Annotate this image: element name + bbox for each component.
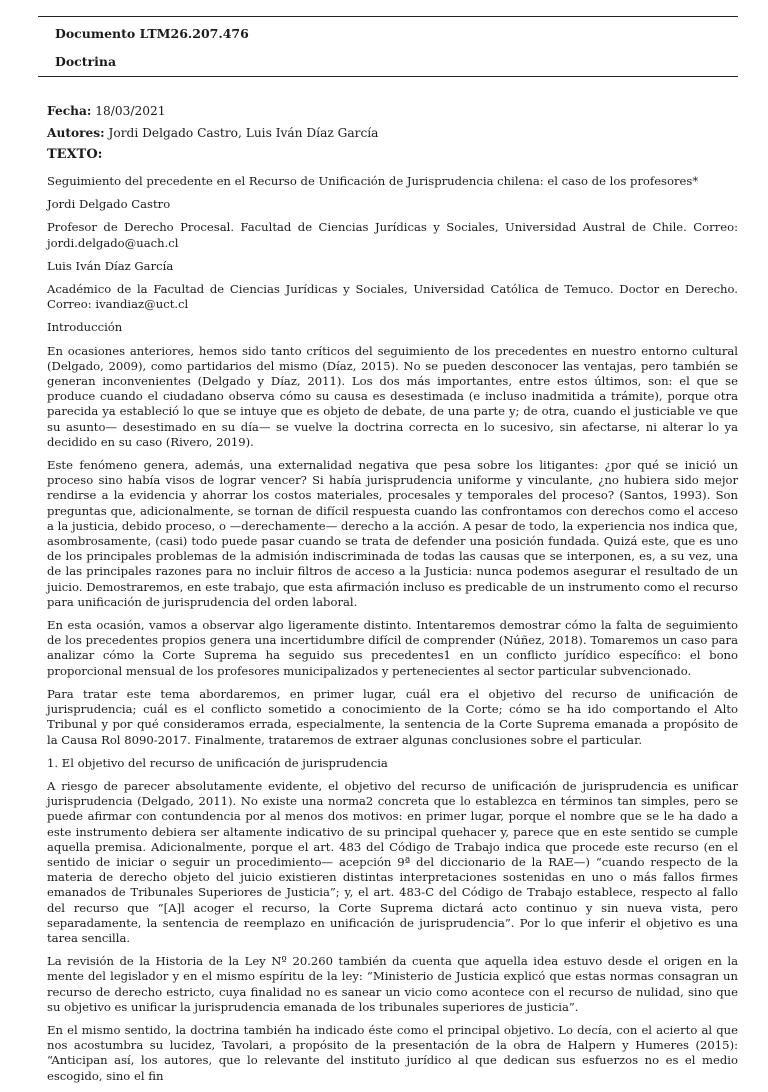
author-name-1: Jordi Delgado Castro <box>47 197 171 212</box>
document-title: Documento LTM26.207.476 <box>55 26 249 41</box>
paragraph: A riesgo de parecer absolutamente evidente, el objetivo del recurso de unificación de jurisprudencia es unificar jurisprudencia (Delgado, 2011). No existe una norma2 concreta que lo establezca en términos tan simples, pero se puede afirmar con contundencia por al menos dos motivos: en primer lugar, porque el nombre que se le ha dado a este instrumento debiera ser altamente indicativo de su principal quehacer y, parece que en este sentido se cumple aquella premisa. Adicionalmente, porque el art. 483 del Código de Trabajo indica que procede este recurso (en el sentido de iniciar o seguir un procedimiento— acepción 9ª del diccionario de la RAE—) “cuando respecto de la materia de derecho objeto del juicio existieren distintas interpretaciones sostenidas en uno o más fallos firmes emanados de Tribunales Superiores de Justicia”; y, el art. 483-C del Código de Trabajo establece, respecto al fallo del recurso que “[A]l acoger el recurso, la Corte Suprema dictará acto continuo y sin nueva vista, pero separadamente, la sentencia de reemplazo en unificación de jurisprudencia”. Por lo que inferir el objetivo es una tarea sencilla. <box>47 778 738 945</box>
fecha-value: 18/03/2021 <box>95 104 166 118</box>
paragraph: Para tratar este tema abordaremos, en primer lugar, cuál era el objetivo del recurso de unificación de jurisprudencia; cuál es el conflicto sometido a conocimiento de la Corte; cómo se ha ido comportando el Alto Tribunal y por qué consideramos errada, especialmente, la sentencia de la Corte Suprema emanada a propósito de la Causa Rol 8090-2017. Finalmente, trataremos de extraer algunas conclusiones sobre el particular. <box>47 686 738 747</box>
paragraph: En ocasiones anteriores, hemos sido tanto críticos del seguimiento de los precedentes en nuestro entorno cultural (Delgado, 2009), como partidarios del mismo (Díaz, 2015). No se pueden desconocer las ventajas, pero también se generan inconvenientes (Delgado y Díaz, 2011). Los dos más importantes, entre estos últimos, son: el que se produce cuando el ciudadano observa cómo su causa es desestimada (e incluso inadmitida a trámite), porque otra parecida ya estableció lo que se intuye que es objeto de debate, de una parte y; de otra, cuando el justiciable ve que su asunto— desestimado en su día— se vuelve la doctrina correcta en lo sucesivo, sin afectarse, ni alterar lo ya decidido en su caso (Rivero, 2019). <box>47 343 738 449</box>
autores-label: Autores: <box>47 126 105 140</box>
paragraph: Este fenómeno genera, además, una externalidad negativa que pesa sobre los litigantes: ¿por qué se inició un proceso sino había visos de lograr vencer? Si había jurisprudencia uniforme y vinculante, ¿no hubiera sido mejor rendirse a la evidencia y ahorrar los costos materiales, procesales y temporales del proceso? (Santos, 1993). Son preguntas que, adicionalmente, se tornan de difícil respuesta cuando las confrontamos con derechos como el acceso a la justicia, debido proceso, o —derechamente— derecho a la acción. A pesar de todo, la experiencia nos indica que, asombrosamente, (casi) todo puede pasar cuando se trata de defender una posición fundada. Quizá este, que es uno de los principales problemas de la admisión indiscriminada de todas las causas que se interponen, es, a su vez, una de las principales razones para no incluir filtros de acceso a la Justicia: nunca podemos asegurar el resultado de un juicio. Demostraremos, en este trabajo, que esta afirmación incluso es predicable de un instrumento como el recurso para unificación de jurisprudencia del orden laboral. <box>47 458 738 609</box>
author-affiliation-1: Profesor de Derecho Procesal. Facultad de Ciencias Jurídicas y Sociales, Universidad Austral de Chile. Correo: jordi.delgado@uach.cl <box>47 220 738 250</box>
article-body <box>47 174 738 1092</box>
autores-row <box>47 122 738 144</box>
autores-value: Jordi Delgado Castro, Luis Iván Díaz García <box>108 126 379 140</box>
paragraph: En esta ocasión, vamos a observar algo ligeramente distinto. Intentaremos demostrar cómo la falta de seguimiento de los precedentes propios genera una incertidumbre difícil de comprender (Núñez, 2018). Tomaremos un caso para analizar cómo la Corte Suprema ha seguido sus precedentes1 en un conflicto jurídico específico: el bono proporcional mensual de los profesores municipalizados y pertenecientes al sector particular subvencionado. <box>47 618 738 678</box>
article-title: Seguimiento del precedente en el Recurso de Unificación de Jurisprudencia chilena: el caso de los profesores* <box>47 174 699 188</box>
paragraph: En el mismo sentido, la doctrina también ha indicado éste como el principal objetivo. Lo decía, con el acierto al que nos acostumbra su lucidez, Tavolari, a propósito de la presentación de la obra de Halpern y Humeres (2015): “Anticipan así, los autores, que lo relevante del instituto jurídico al que dedican sus esfuerzos no es el medio escogido, sino el fin <box>47 1022 738 1083</box>
section-heading-1: 1. El objetivo del recurso de unificación de jurisprudencia <box>47 755 388 770</box>
header-rule <box>38 76 738 77</box>
metadata-block <box>47 100 738 166</box>
top-rule <box>38 16 738 17</box>
paragraph: La revisión de la Historia de la Ley Nº 20.260 también da cuenta que aquella idea estuvo desde el origen en la mente del legislador y en el mismo espíritu de la ley: “Ministerio de Justicia explicó que estas normas consagran un recurso de derecho estricto, cuya finalidad no es sanear un vicio como acontece con el recurso de nulidad, sino que su objetivo es unificar la jurisprudencia emanada de los tribunales superiores de justicia”. <box>47 954 738 1014</box>
fecha-row <box>47 100 738 122</box>
section-label: Doctrina <box>55 54 117 69</box>
texto-label: TEXTO: <box>47 147 103 162</box>
fecha-label: Fecha: <box>47 104 92 118</box>
author-affiliation-2: Académico de la Facultad de Ciencias Jurídicas y Sociales, Universidad Católica de Temuco. Doctor en Derecho. Correo: ivandiaz@uct.cl <box>47 282 738 312</box>
author-name-2: Luis Iván Díaz García <box>47 258 174 273</box>
section-heading-introduccion: Introducción <box>47 320 123 335</box>
